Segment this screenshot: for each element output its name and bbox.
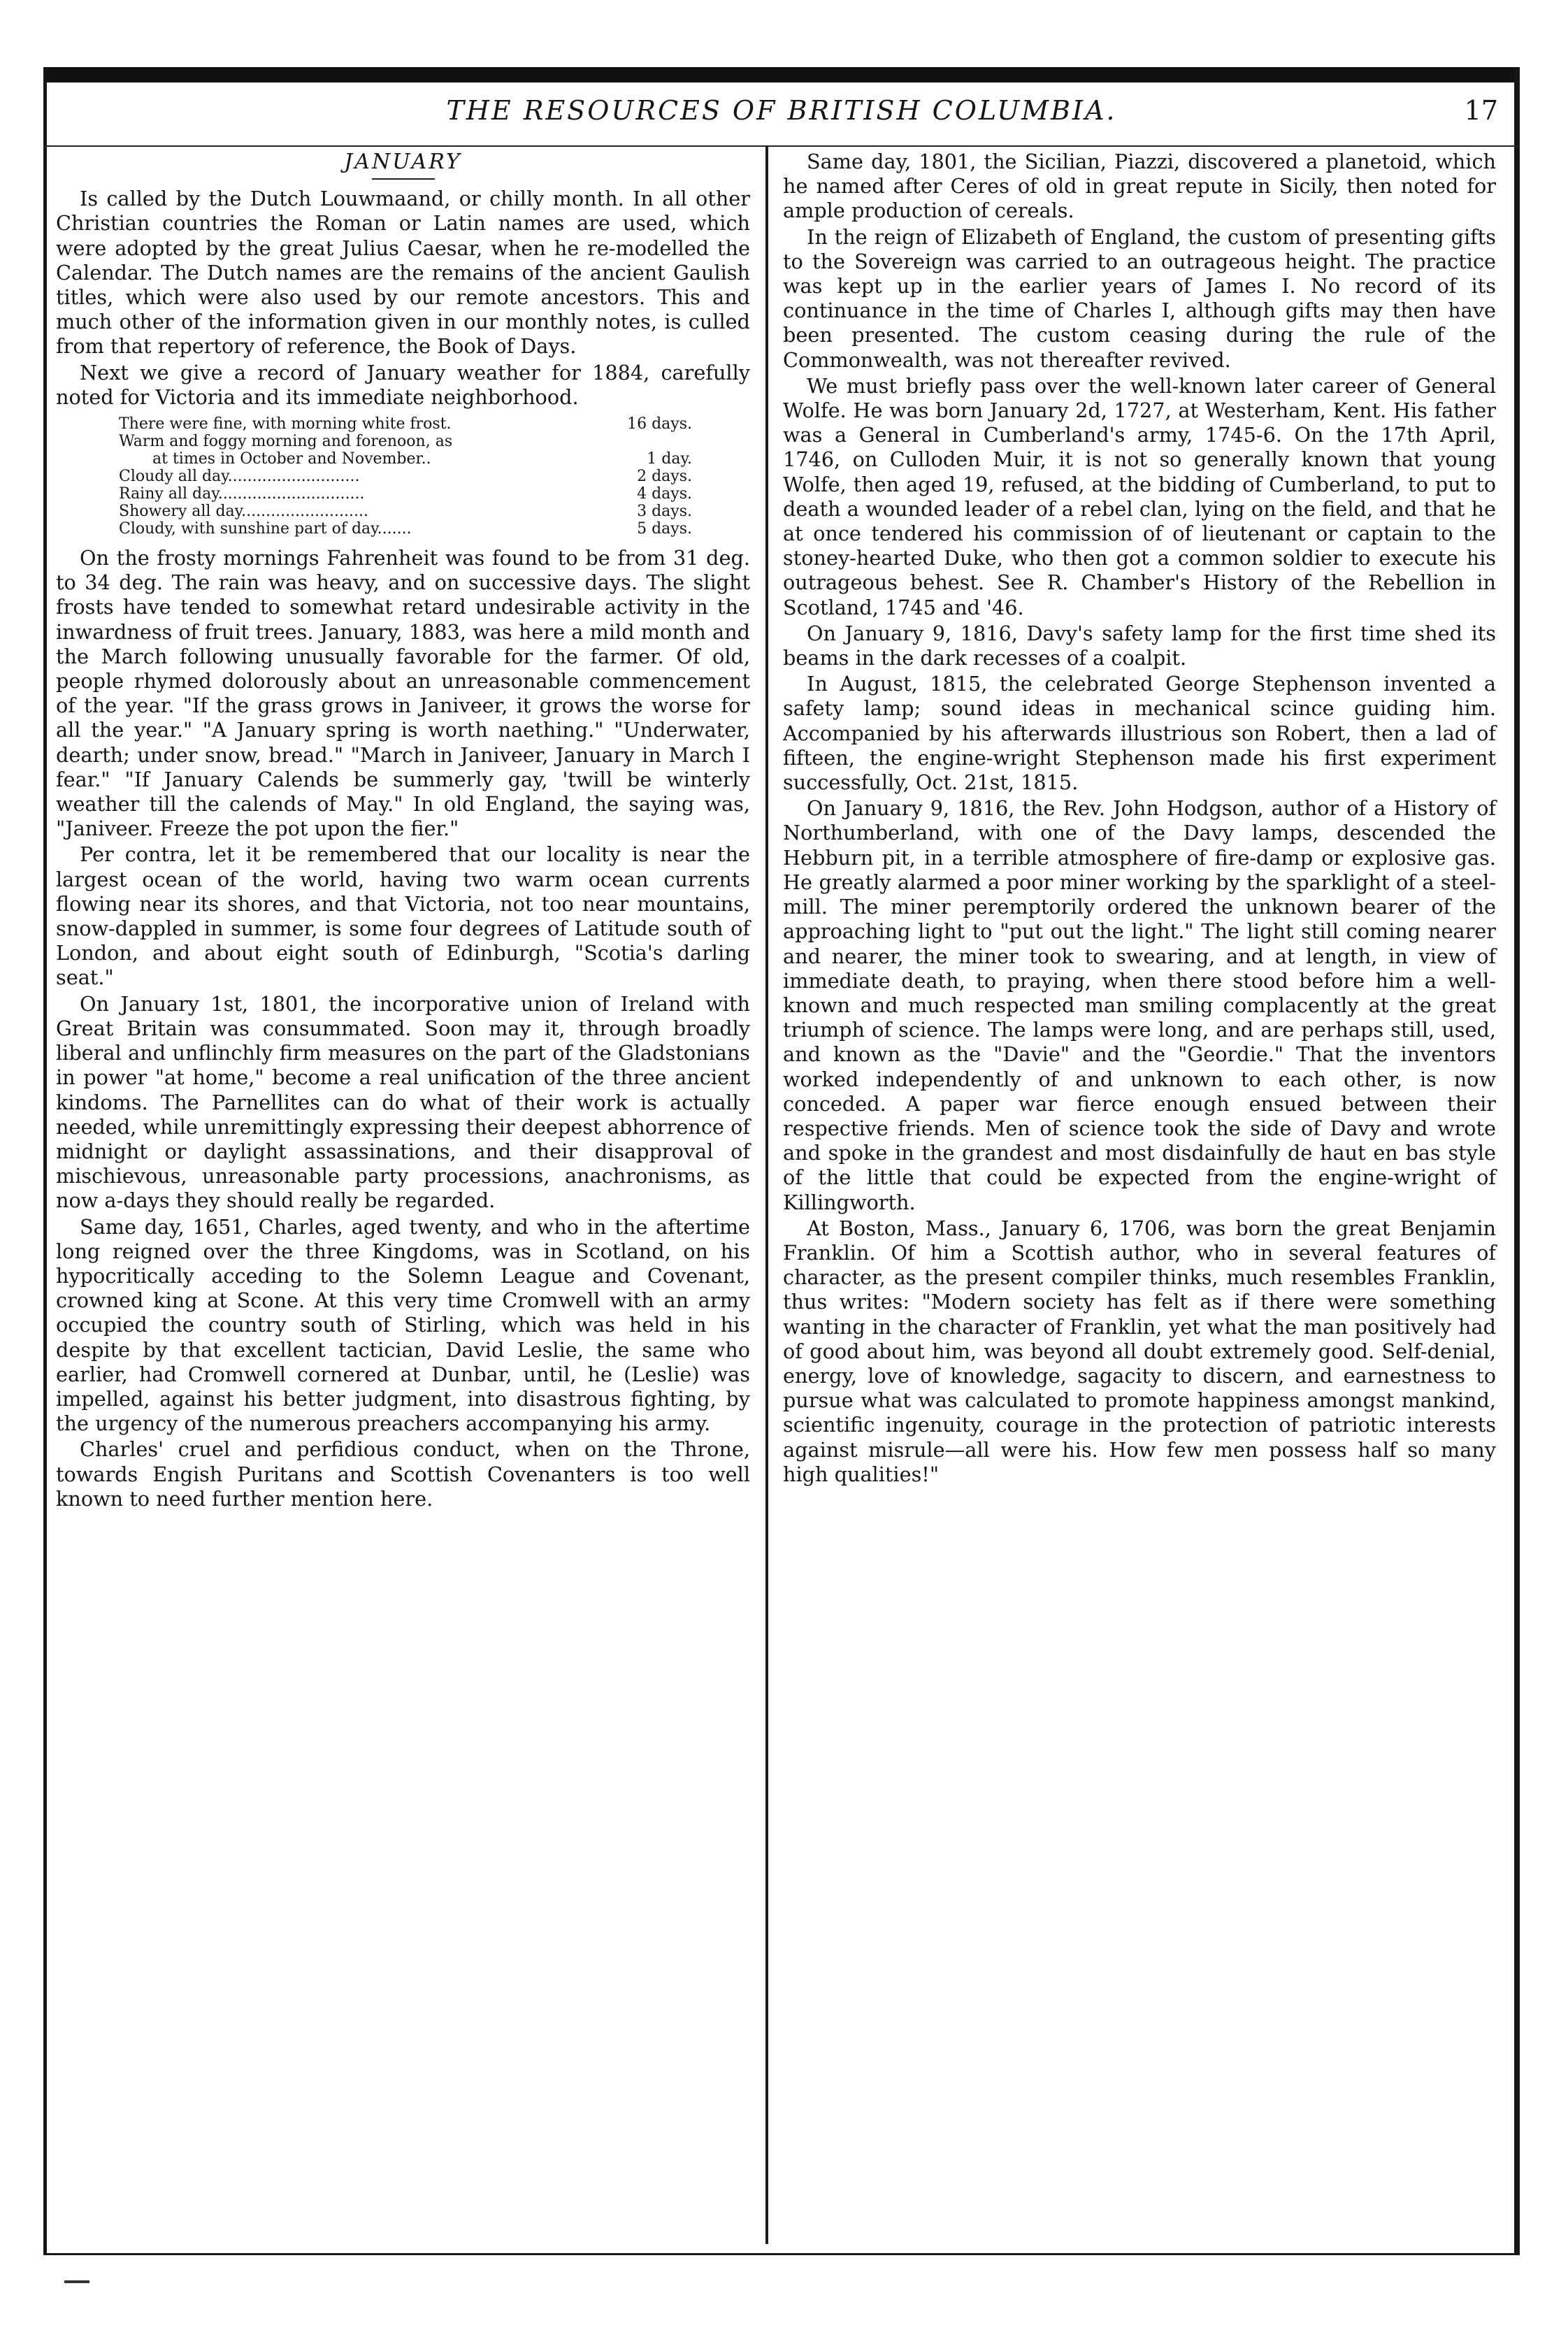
weather-days: 5 days. (637, 520, 692, 538)
weather-label: at times in October and November.. (152, 450, 431, 468)
header-rule (43, 145, 1520, 147)
paragraph: Charles' cruel and perfidious conduct, when on the Throne, towards Engish Puritans and Scottish Covenanters is too well known to need further mention here. (56, 1437, 750, 1511)
section-title-rule (372, 178, 435, 180)
weather-label: Cloudy, with sunshine part of day....... (119, 520, 412, 538)
paragraph: On the frosty mornings Fahrenheit was found to be from 31 deg. to 34 deg. The rain was heavy, and on successive days. The slight frosts have tended to somewhat retard undesirable activity in the inwardness of fruit trees. January, 1883, was here a mild month and the March following unusually favorable for the farmer. Of old, people rhymed dolorously about an unreasonable commencement of the year. "If the grass grows in Janiveer, it grows the worse for all the year." "A January spring is worth naething." "Underwater, dearth; under snow, bread." "March in Janiveer, January in March I fear." "If January Calends be summerly gay, 'twill be winterly weather till the calends of May." In old England, the saying was, "Janiveer. Freeze the pot upon the fier." (56, 546, 750, 841)
print-mark (64, 2280, 89, 2283)
paragraph: We must briefly pass over the well-known later career of General Wolfe. He was born January 2d, 1727, at Westerham, Kent. His father was a General in Cumberland's army, 1745-6. On the 17th April, 1746, on Culloden Muir, it is not so generally known that young Wolfe, then aged 19, refused, at the bidding of Cumberland, to put to death a wounded leader of a rebel clan, lying on the field, and that he at once tendered his commission of of lieutenant or captain to the stoney-hearted Duke, who then got a common soldier to execute his outrageous behest. See R. Chamber's History of the Rebellion in Scotland, 1745 and '46. (783, 373, 1496, 619)
weather-label: Showery all day.......................... (119, 503, 368, 521)
paragraph: Is called by the Dutch Louwmaand, or chilly month. In all other Christian countries the Roman or Latin names are used, which were adopted by the great Julius Caesar, when he re-modelled the Calendar. The Dutch names are the remains of the ancient Gaulish titles, which were also used by our remote ancestors. This and much other of the information given in our monthly notes, is culled from that repertory of reference, the Book of Days. (56, 187, 750, 359)
weather-row (119, 415, 692, 433)
paragraph: On January 9, 1816, Davy's safety lamp for the first time shed its beams in the dark recesses of a coalpit. (783, 621, 1496, 670)
running-header-title: THE RESOURCES OF BRITISH COLUMBIA. (446, 95, 1117, 126)
weather-label: Cloudy all day........................... (119, 468, 360, 486)
paragraph: On January 9, 1816, the Rev. John Hodgson, author of a History of Northumberland, with one of the Davy lamps, descended the Hebburn pit, in a terrible atmosphere of fire-damp or explosive gas. He greatly alarmed a poor miner working by the sparklight of a steel-mill. The miner peremptorily ordered the unknown bearer of the approaching light to "put out the light." The light still coming nearer and nearer, the miner took to swearing, and at length, in view of immediate death, to praying, when there stood before him a well-known and much respected man smiling complacently at the great triumph of science. The lamps were long, and are perhaps still, used, and known as the "Davie" and the "Geordie." That the inventors worked independently of and unknown to each other, is now conceded. A paper war fierce enough ensued between their respective friends. Men of science took the side of Davy and wrote and spoke in the grandest and most disdainfully de haut en bas style of the little that could be expected from the engine-wright of Killingworth. (783, 796, 1496, 1214)
weather-row (119, 468, 692, 485)
paragraph: At Boston, Mass., January 6, 1706, was born the great Benjamin Franklin. Of him a Scottish author, who in several features of character, as the present compiler thinks, much resembles Franklin, thus writes: "Modern society has felt as if there were something wanting in the character of Franklin, yet what the man positively had of good about him, was beyond all doubt extremely good. Self-denial, energy, love of knowledge, sagacity to discern, and earnestness to pursue what was calculated to promote happiness amongst mankind, scientific ingenuity, courage in the protection of patriotic interests against misrule—all were his. How few men possess half so many high qualities!" (783, 1216, 1496, 1486)
paragraph: On January 1st, 1801, the incorporative union of Ireland with Great Britain was consummated. Soon may it, through broadly liberal and unflinchly firm measures on the part of the Gladstonians in power "at home," become a real unification of the three ancient kindoms. The Parnellites can do what of their work is actually needed, while unremittingly expressing their deepest abhorrence of midnight or daylight assassinations, and their disapproval of mischievous, unreasonable party processions, anachronisms, as now a-days they should really be regarded. (56, 991, 750, 1213)
paragraph: Same day, 1651, Charles, aged twenty, and who in the aftertime long reigned over the three Kingdoms, was in Scotland, on his hypocritically acceding to the Solemn League and Covenant, crowned king at Scone. At this very time Cromwell with an army occupied the country south of Stirling, which was held in his despite by that excellent tactician, David Leslie, the same who earlier, had Cromwell cornered at Dunbar, until, he (Leslie) was impelled, against his better judgment, into disastrous fighting, by the urgency of the numerous preachers accompanying his army. (56, 1214, 750, 1436)
weather-days: 2 days. (637, 468, 692, 486)
weather-label: Rainy all day.............................. (119, 485, 365, 503)
weather-days: 1 day. (647, 450, 692, 468)
weather-row (119, 433, 692, 450)
weather-label: Warm and foggy morning and forenoon, as (119, 433, 453, 451)
paragraph: Next we give a record of January weather for 1884, carefully noted for Victoria and its immediate neighborhood. (56, 360, 750, 409)
weather-row (119, 503, 692, 520)
weather-row (119, 450, 692, 468)
paragraph: Same day, 1801, the Sicilian, Piazzi, discovered a planetoid, which he named after Ceres of old in great repute in Sicily, then noted for ample production of cereals. (783, 150, 1496, 223)
weather-row (119, 485, 692, 503)
page-number: 17 (1464, 95, 1498, 126)
section-title: JANUARY (344, 150, 462, 174)
weather-row (119, 520, 692, 538)
weather-days: 3 days. (637, 503, 692, 521)
weather-label: There were fine, with morning white frost. (119, 415, 452, 433)
weather-table (119, 415, 692, 538)
weather-days: 4 days. (637, 485, 692, 503)
left-column (56, 150, 750, 1511)
column-divider (765, 147, 768, 2244)
paragraph: Per contra, let it be remembered that our locality is near the largest ocean of the world, having two warm ocean currents flowing near its shores, and that Victoria, not too near mountains, snow-dappled in summer, is some four degrees of Latitude south of London, and about eight south of Edinburgh, "Scotia's darling seat." (56, 842, 750, 990)
paragraph: In the reign of Elizabeth of England, the custom of presenting gifts to the Sovereign was carried to an outrageous height. The practice was kept up in the earlier years of James I. No record of its continuance in the time of Charles I, although gifts may then have been presented. The custom ceasing during the rule of the Commonwealth, was not thereafter revived. (783, 224, 1496, 372)
weather-days: 16 days. (627, 415, 692, 433)
right-column (783, 150, 1496, 1487)
paragraph: In August, 1815, the celebrated George Stephenson invented a safety lamp; sound ideas in mechanical scince guiding him. Accompanied by his afterwards illustrious son Robert, then a lad of fifteen, the engine-wright Stephenson made his first experiment successfully, Oct. 21st, 1815. (783, 672, 1496, 795)
